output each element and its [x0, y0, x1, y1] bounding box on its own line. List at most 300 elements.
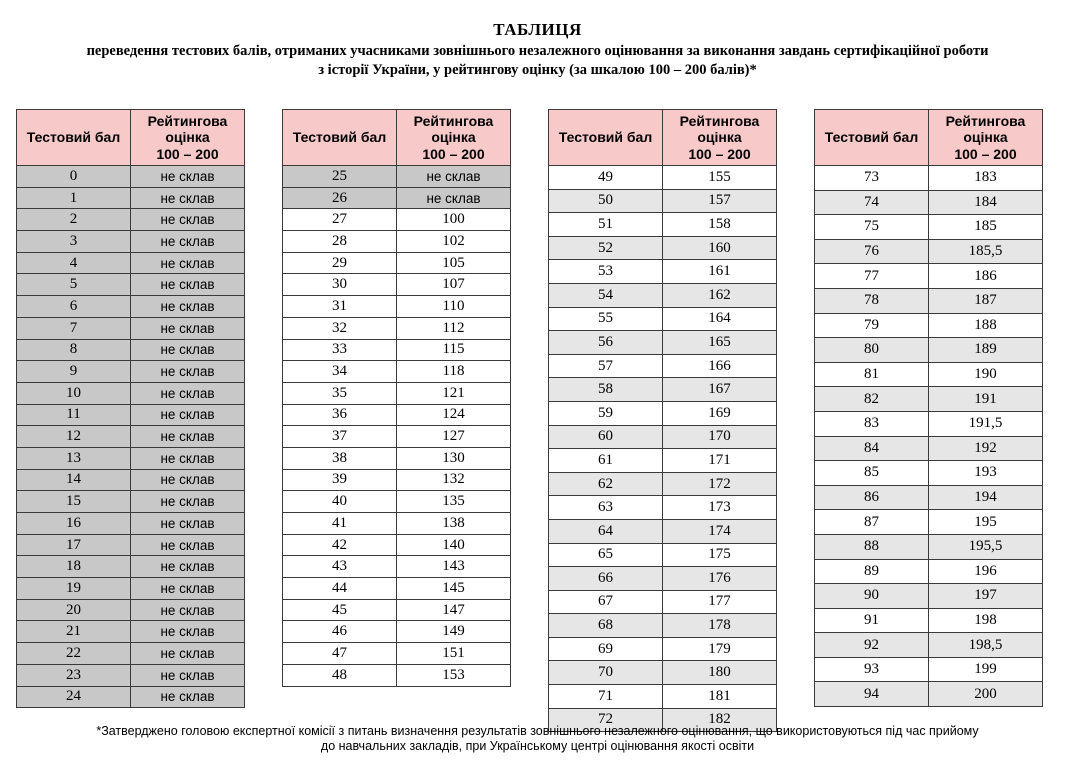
table-row	[283, 578, 511, 600]
test-score-cell: 77	[815, 264, 929, 289]
table-row	[549, 449, 777, 473]
test-score-cell: 53	[549, 260, 663, 284]
table-row	[549, 637, 777, 661]
table-row	[549, 685, 777, 709]
table-row	[815, 633, 1043, 658]
table-row	[17, 296, 245, 318]
table-row	[283, 426, 511, 448]
table-row	[549, 283, 777, 307]
test-score-cell: 8	[17, 339, 131, 361]
rating-cell: 190	[929, 362, 1043, 387]
rating-cell: не склав	[131, 621, 245, 643]
rating-cell: 188	[929, 313, 1043, 338]
test-score-cell: 73	[815, 166, 929, 191]
test-score-cell: 66	[549, 567, 663, 591]
test-score-cell: 76	[815, 239, 929, 264]
test-score-cell: 12	[17, 426, 131, 448]
rating-cell: 135	[397, 491, 511, 513]
test-score-cell: 35	[283, 382, 397, 404]
table-row	[283, 664, 511, 686]
table-row	[17, 252, 245, 274]
rating-cell: не склав	[131, 187, 245, 209]
rating-cell: 195,5	[929, 534, 1043, 559]
rating-cell: 184	[929, 190, 1043, 215]
test-score-cell: 91	[815, 608, 929, 633]
document-subtitle	[0, 42, 1075, 80]
test-score-cell: 32	[283, 317, 397, 339]
rating-cell: не склав	[131, 664, 245, 686]
rating-cell: 110	[397, 296, 511, 318]
table-row	[549, 354, 777, 378]
test-score-cell: 45	[283, 599, 397, 621]
table-row	[283, 643, 511, 665]
table-row	[283, 621, 511, 643]
test-score-cell: 93	[815, 657, 929, 682]
test-score-cell: 9	[17, 361, 131, 383]
test-score-cell: 46	[283, 621, 397, 643]
rating-cell: не склав	[131, 231, 245, 253]
rating-cell: 180	[663, 661, 777, 685]
table-row	[283, 274, 511, 296]
rating-cell: 151	[397, 643, 511, 665]
table-row	[283, 599, 511, 621]
header-rating-line-2: оцінка	[697, 129, 742, 146]
test-score-cell: 18	[17, 556, 131, 578]
test-score-cell: 82	[815, 387, 929, 412]
table-row	[283, 209, 511, 231]
table-row	[815, 264, 1043, 289]
header-rating-line-3: 100 – 200	[954, 145, 1017, 162]
table-row	[549, 425, 777, 449]
table-row	[17, 187, 245, 209]
test-score-cell: 15	[17, 491, 131, 513]
test-score-cell: 55	[549, 307, 663, 331]
rating-cell: 165	[663, 331, 777, 355]
table-row	[17, 599, 245, 621]
test-score-cell: 59	[549, 401, 663, 425]
header-rating-line-3: 100 – 200	[688, 145, 751, 162]
header-rating	[397, 110, 511, 166]
table-row	[815, 461, 1043, 486]
rating-cell: 161	[663, 260, 777, 284]
rating-cell: 172	[663, 472, 777, 496]
table-row	[815, 682, 1043, 707]
test-score-cell: 57	[549, 354, 663, 378]
table-row	[549, 331, 777, 355]
test-score-cell: 22	[17, 643, 131, 665]
test-score-cell: 3	[17, 231, 131, 253]
rating-cell: 175	[663, 543, 777, 567]
rating-cell: не склав	[131, 382, 245, 404]
header-rating	[929, 110, 1043, 166]
rating-cell: 198,5	[929, 633, 1043, 658]
rating-cell: 157	[663, 189, 777, 213]
table-row	[815, 313, 1043, 338]
header-rating-line-3: 100 – 200	[156, 145, 219, 162]
test-score-cell: 2	[17, 209, 131, 231]
test-score-cell: 33	[283, 339, 397, 361]
rating-cell: не склав	[131, 469, 245, 491]
rating-cell: 174	[663, 519, 777, 543]
rating-cell: 143	[397, 556, 511, 578]
rating-cell: 189	[929, 338, 1043, 363]
test-score-cell: 38	[283, 447, 397, 469]
table-row	[815, 288, 1043, 313]
rating-cell: 107	[397, 274, 511, 296]
test-score-cell: 58	[549, 378, 663, 402]
rating-cell: 145	[397, 578, 511, 600]
rating-cell: 198	[929, 608, 1043, 633]
header-test-score: Тестовий бал	[549, 110, 663, 166]
rating-cell: не склав	[131, 274, 245, 296]
rating-cell: 176	[663, 567, 777, 591]
table-row	[815, 584, 1043, 609]
test-score-cell: 10	[17, 382, 131, 404]
rating-cell: 140	[397, 534, 511, 556]
rating-cell: 105	[397, 252, 511, 274]
table-row	[815, 215, 1043, 240]
rating-cell: не склав	[131, 339, 245, 361]
test-score-cell: 23	[17, 664, 131, 686]
test-score-cell: 36	[283, 404, 397, 426]
table-row	[815, 657, 1043, 682]
table-row	[283, 296, 511, 318]
rating-cell: 191,5	[929, 411, 1043, 436]
test-score-cell: 92	[815, 633, 929, 658]
rating-cell: не склав	[131, 447, 245, 469]
conversion-table-4	[814, 109, 1043, 707]
rating-cell: не склав	[131, 426, 245, 448]
table-row	[549, 236, 777, 260]
table-row	[283, 404, 511, 426]
table-row	[17, 274, 245, 296]
table-row	[17, 404, 245, 426]
test-score-cell: 85	[815, 461, 929, 486]
test-score-cell: 88	[815, 534, 929, 559]
table-row	[283, 187, 511, 209]
table-row	[17, 447, 245, 469]
rating-cell: 199	[929, 657, 1043, 682]
table-row	[17, 643, 245, 665]
table-row	[549, 519, 777, 543]
rating-cell: 170	[663, 425, 777, 449]
table-row	[549, 567, 777, 591]
rating-cell: 171	[663, 449, 777, 473]
test-score-cell: 90	[815, 584, 929, 609]
test-score-cell: 25	[283, 166, 397, 188]
test-score-cell: 61	[549, 449, 663, 473]
test-score-cell: 40	[283, 491, 397, 513]
test-score-cell: 65	[549, 543, 663, 567]
test-score-cell: 75	[815, 215, 929, 240]
test-score-cell: 17	[17, 534, 131, 556]
table-header-row	[283, 110, 511, 166]
rating-cell: 181	[663, 685, 777, 709]
rating-cell: 197	[929, 584, 1043, 609]
test-score-cell: 0	[17, 166, 131, 188]
table-row	[815, 166, 1043, 191]
conversion-table-1	[16, 109, 245, 708]
rating-cell: не склав	[131, 317, 245, 339]
table-row	[283, 252, 511, 274]
table-row	[17, 534, 245, 556]
subtitle-line-1: переведення тестових балів, отриманих учасниками зовнішнього незалежного оцінювання за виконання завдань сертифікаційної роботи	[86, 43, 989, 59]
rating-cell: 182	[663, 708, 777, 732]
test-score-cell: 78	[815, 288, 929, 313]
test-score-cell: 44	[283, 578, 397, 600]
test-score-cell: 72	[549, 708, 663, 732]
table-row	[549, 401, 777, 425]
test-score-cell: 81	[815, 362, 929, 387]
table-row	[815, 411, 1043, 436]
table-row	[283, 339, 511, 361]
table-row	[815, 534, 1043, 559]
table-header-row	[815, 110, 1043, 166]
subtitle-line-2: з історії України, у рейтингову оцінку (за шкалою 100 – 200 балів)*	[318, 62, 757, 78]
header-test-score: Тестовий бал	[283, 110, 397, 166]
test-score-cell: 60	[549, 425, 663, 449]
table-row	[17, 469, 245, 491]
rating-cell: 173	[663, 496, 777, 520]
table-row	[549, 213, 777, 237]
test-score-cell: 71	[549, 685, 663, 709]
rating-cell: 115	[397, 339, 511, 361]
rating-cell: 160	[663, 236, 777, 260]
table-row	[815, 190, 1043, 215]
rating-cell: не склав	[131, 686, 245, 708]
rating-cell: 194	[929, 485, 1043, 510]
test-score-cell: 56	[549, 331, 663, 355]
test-score-cell: 4	[17, 252, 131, 274]
test-score-cell: 16	[17, 513, 131, 535]
header-rating-line-2: оцінка	[165, 129, 210, 146]
rating-cell: 196	[929, 559, 1043, 584]
test-score-cell: 69	[549, 637, 663, 661]
rating-cell: 167	[663, 378, 777, 402]
table-row	[17, 317, 245, 339]
rating-cell: 187	[929, 288, 1043, 313]
test-score-cell: 30	[283, 274, 397, 296]
table-header-row	[549, 110, 777, 166]
table-row	[283, 166, 511, 188]
conversion-table-2	[282, 109, 511, 687]
table-header-row	[17, 110, 245, 166]
rating-cell: не склав	[397, 187, 511, 209]
test-score-cell: 67	[549, 590, 663, 614]
test-score-cell: 7	[17, 317, 131, 339]
rating-cell: 191	[929, 387, 1043, 412]
footnote-line-1: *Затверджено головою експертної комісії з питань визначення результатів зовнішнього незалежного оцінювання, що використовуються під час прийому	[96, 724, 979, 738]
rating-cell: не склав	[131, 209, 245, 231]
table-row	[549, 260, 777, 284]
rating-cell: 183	[929, 166, 1043, 191]
rating-cell: 162	[663, 283, 777, 307]
rating-cell: не склав	[131, 513, 245, 535]
table-row	[815, 608, 1043, 633]
rating-cell: 177	[663, 590, 777, 614]
rating-cell: 130	[397, 447, 511, 469]
table-row	[549, 496, 777, 520]
table-row	[815, 559, 1043, 584]
test-score-cell: 21	[17, 621, 131, 643]
header-test-score: Тестовий бал	[815, 110, 929, 166]
table-row	[17, 513, 245, 535]
test-score-cell: 34	[283, 361, 397, 383]
table-row	[283, 513, 511, 535]
test-score-cell: 20	[17, 599, 131, 621]
test-score-cell: 14	[17, 469, 131, 491]
rating-cell: не склав	[131, 578, 245, 600]
table-row	[549, 166, 777, 190]
test-score-cell: 42	[283, 534, 397, 556]
rating-cell: 118	[397, 361, 511, 383]
rating-cell: 147	[397, 599, 511, 621]
test-score-cell: 87	[815, 510, 929, 535]
table-row	[17, 621, 245, 643]
test-score-cell: 19	[17, 578, 131, 600]
test-score-cell: 6	[17, 296, 131, 318]
test-score-cell: 43	[283, 556, 397, 578]
rating-cell: 112	[397, 317, 511, 339]
rating-cell: 149	[397, 621, 511, 643]
table-row	[815, 485, 1043, 510]
header-rating-line-1: Рейтингова	[413, 112, 494, 129]
rating-cell: 164	[663, 307, 777, 331]
rating-cell: 124	[397, 404, 511, 426]
table-row	[17, 578, 245, 600]
table-row	[283, 534, 511, 556]
test-score-cell: 41	[283, 513, 397, 535]
test-score-cell: 39	[283, 469, 397, 491]
test-score-cell: 94	[815, 682, 929, 707]
rating-cell: не склав	[131, 296, 245, 318]
test-score-cell: 5	[17, 274, 131, 296]
table-row	[815, 338, 1043, 363]
header-rating-line-1: Рейтингова	[945, 112, 1026, 129]
table-row	[17, 382, 245, 404]
table-row	[549, 189, 777, 213]
table-row	[549, 378, 777, 402]
rating-cell: не склав	[131, 166, 245, 188]
rating-cell: 185	[929, 215, 1043, 240]
table-row	[283, 447, 511, 469]
table-row	[283, 317, 511, 339]
table-row	[17, 166, 245, 188]
test-score-cell: 52	[549, 236, 663, 260]
rating-cell: 153	[397, 664, 511, 686]
test-score-cell: 13	[17, 447, 131, 469]
test-score-cell: 80	[815, 338, 929, 363]
test-score-cell: 50	[549, 189, 663, 213]
test-score-cell: 70	[549, 661, 663, 685]
conversion-table-3	[548, 109, 777, 732]
rating-cell: 185,5	[929, 239, 1043, 264]
rating-cell: не склав	[131, 491, 245, 513]
rating-cell: 178	[663, 614, 777, 638]
rating-cell: 195	[929, 510, 1043, 535]
test-score-cell: 48	[283, 664, 397, 686]
table-row	[549, 614, 777, 638]
table-row	[549, 472, 777, 496]
rating-cell: не склав	[131, 404, 245, 426]
table-row	[17, 556, 245, 578]
table-row	[283, 382, 511, 404]
rating-cell: не склав	[131, 556, 245, 578]
table-row	[17, 491, 245, 513]
rating-cell: не склав	[131, 361, 245, 383]
rating-cell: 132	[397, 469, 511, 491]
rating-cell: 138	[397, 513, 511, 535]
test-score-cell: 47	[283, 643, 397, 665]
footnote	[0, 724, 1075, 754]
test-score-cell: 83	[815, 411, 929, 436]
table-row	[283, 556, 511, 578]
table-row	[549, 307, 777, 331]
table-row	[815, 239, 1043, 264]
header-test-score: Тестовий бал	[17, 110, 131, 166]
rating-cell: 186	[929, 264, 1043, 289]
rating-cell: 166	[663, 354, 777, 378]
rating-cell: 200	[929, 682, 1043, 707]
test-score-cell: 27	[283, 209, 397, 231]
test-score-cell: 11	[17, 404, 131, 426]
test-score-cell: 62	[549, 472, 663, 496]
table-row	[549, 590, 777, 614]
table-row	[815, 436, 1043, 461]
test-score-cell: 63	[549, 496, 663, 520]
rating-cell: 179	[663, 637, 777, 661]
test-score-cell: 84	[815, 436, 929, 461]
test-score-cell: 79	[815, 313, 929, 338]
rating-cell: не склав	[131, 252, 245, 274]
test-score-cell: 24	[17, 686, 131, 708]
footnote-line-2: до навчальних закладів, при Українському центрі оцінювання якості освіти	[320, 739, 755, 753]
table-row	[815, 510, 1043, 535]
table-row	[283, 231, 511, 253]
test-score-cell: 51	[549, 213, 663, 237]
table-row	[17, 339, 245, 361]
table-row	[17, 664, 245, 686]
header-rating-line-2: оцінка	[963, 129, 1008, 146]
header-rating	[663, 110, 777, 166]
header-rating-line-2: оцінка	[431, 129, 476, 146]
test-score-cell: 64	[549, 519, 663, 543]
rating-cell: 193	[929, 461, 1043, 486]
table-row	[815, 362, 1043, 387]
test-score-cell: 74	[815, 190, 929, 215]
header-rating	[131, 110, 245, 166]
test-score-cell: 86	[815, 485, 929, 510]
table-row	[17, 209, 245, 231]
table-row	[549, 543, 777, 567]
test-score-cell: 31	[283, 296, 397, 318]
document-title: ТАБЛИЦЯ	[493, 20, 582, 39]
table-row	[283, 491, 511, 513]
rating-cell: 102	[397, 231, 511, 253]
test-score-cell: 54	[549, 283, 663, 307]
rating-cell: не склав	[131, 599, 245, 621]
table-row	[283, 469, 511, 491]
rating-cell: не склав	[131, 643, 245, 665]
rating-cell: 127	[397, 426, 511, 448]
test-score-cell: 28	[283, 231, 397, 253]
test-score-cell: 29	[283, 252, 397, 274]
table-row	[283, 361, 511, 383]
table-row	[17, 426, 245, 448]
table-row	[17, 361, 245, 383]
rating-cell: 100	[397, 209, 511, 231]
header-rating-line-3: 100 – 200	[422, 145, 485, 162]
